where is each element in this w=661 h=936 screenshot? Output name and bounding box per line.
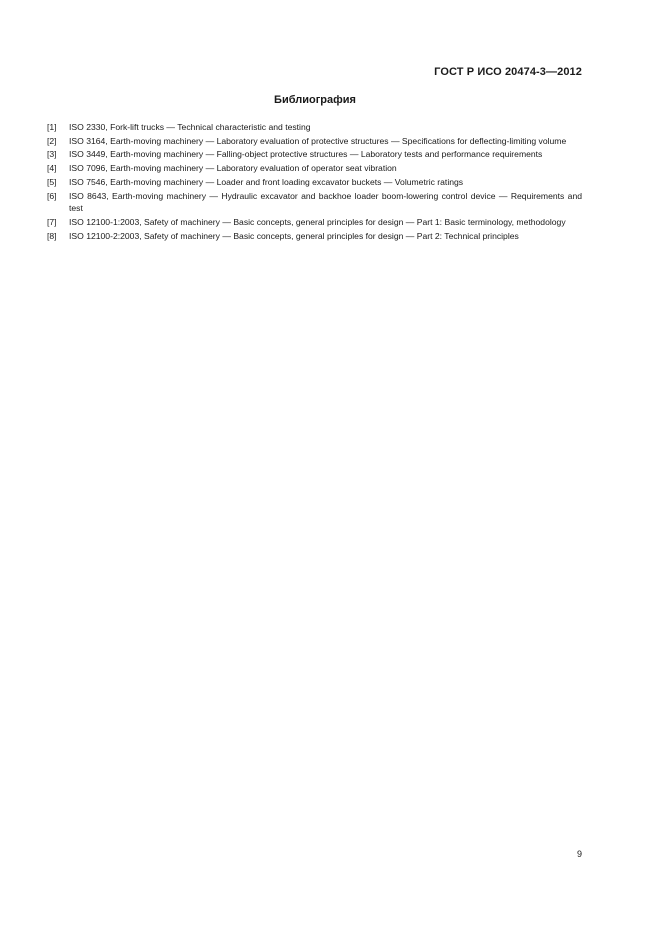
entry-number: [3] [47,149,57,160]
bibliography-entry [47,176,582,189]
bibliography-entry [47,230,582,243]
bibliography-entry [47,190,582,215]
entry-text: ISO 7096, Earth-moving machinery — Laboratory evaluation of operator seat vibration [69,163,397,174]
standard-code-header: ГОСТ Р ИСО 20474-3—2012 [434,66,582,78]
bibliography-entry [47,148,582,161]
entry-text: ISO 12100-1:2003, Safety of machinery — Basic concepts, general principles for design — Part 1: Basic terminology, methodology [69,216,566,227]
entry-text: ISO 8643, Earth-moving machinery — Hydraulic excavator and backhoe loader boom-lowering control device — Requirements and test [69,190,582,214]
entry-text: ISO 7546, Earth-moving machinery — Loader and front loading excavator buckets — Volumetric ratings [69,176,464,187]
entry-number: [6] [47,190,57,201]
bibliography-entry [47,162,582,175]
entry-number: [4] [47,163,57,174]
entry-text: ISO 12100-2:2003, Safety of machinery — Basic concepts, general principles for design — Part 2: Technical principles [69,230,519,241]
bibliography-entry [47,216,582,229]
entry-number: [1] [47,122,57,132]
entry-number: [2] [47,135,57,146]
entry-number: [5] [47,176,57,187]
entry-text: ISO 3449, Earth-moving machinery — Falling-object protective structures — Laboratory tests and performance requirements [69,149,543,160]
bibliography-entry [47,121,582,134]
page-number: 9 [576,849,582,859]
entry-text: ISO 2330, Fork-lift trucks — Technical characteristic and testing [69,122,311,132]
section-title: Библиография [274,94,356,106]
bibliography-list [47,121,582,243]
entry-number: [8] [47,230,57,241]
entry-number: [7] [47,216,57,227]
entry-text: ISO 3164, Earth-moving machinery — Laboratory evaluation of protective structures — Specifications for deflecting-limiting volume [69,135,567,146]
bibliography-entry [47,135,582,148]
